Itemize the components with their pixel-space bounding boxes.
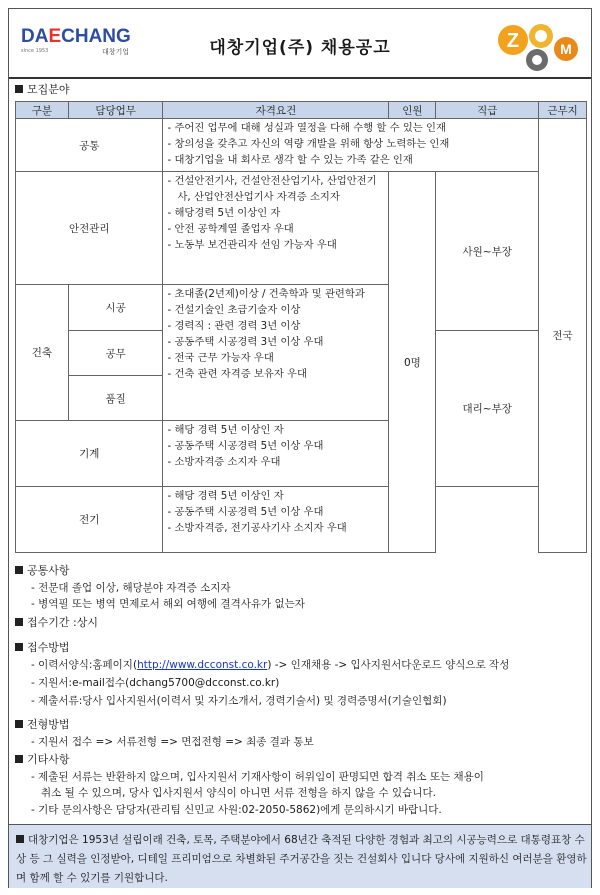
bullet-square-icon bbox=[15, 720, 23, 728]
rank-cell-2: 대리~부장 bbox=[436, 331, 539, 487]
duty-admin: 공무 bbox=[68, 331, 163, 376]
row-label-safety: 안전관리 bbox=[16, 172, 163, 285]
duty-quality: 품질 bbox=[68, 376, 163, 421]
electrical-requirements: - 해당 경력 5년 이상인 자 - 공동주택 시공경력 5년 이상 우대 - 소방자격증, 전기공사기사 소지자 우대 bbox=[163, 487, 389, 553]
col-requirements: 자격요건 bbox=[163, 102, 389, 119]
section-etc: 기타사항 bbox=[15, 753, 70, 767]
duty-construction: 시공 bbox=[68, 285, 163, 331]
rank-cell-1: 사원~부장 bbox=[436, 172, 539, 331]
job-posting-page bbox=[8, 8, 592, 888]
common-requirements: - 주어진 업무에 대해 성실과 열정을 다해 수행 할 수 있는 인재 - 창의성을 갖추고 자신의 역량 개발을 위해 항상 노력하는 인재 - 대창기업을 내 회사로 생각 할 수 있는 가족 같은 인재 bbox=[163, 119, 539, 172]
etc-line-2: 취소 될 수 있으며, 당사 입사지원서 양식이 아니면 서류 전형을 하지 않을 수 있습니다. bbox=[41, 787, 436, 799]
table-header-row bbox=[16, 102, 587, 119]
zoom-logo-icon bbox=[495, 17, 587, 75]
common-item-2: - 병역필 또는 병역 면제로서 해외 여행에 결격사유가 없는자 bbox=[31, 598, 305, 610]
posting-header bbox=[9, 9, 591, 79]
bullet-square-icon bbox=[15, 643, 23, 651]
page-title: 대창기업(주) 채용공고 bbox=[209, 38, 391, 58]
etc-line-3: - 기타 문의사항은 담당자(관리팀 신민교 사원:02-2050-5862)에게 문의하시기 바랍니다. bbox=[31, 804, 442, 816]
building-requirements: - 초대졸(2년제)이상 / 건축학과 및 관련학과 - 건설기술인 초급기술자 이상 - 경력직 : 관련 경력 3년 이상 - 공동주택 시공경력 3년 이상 우대 - 전국 근무 가능자 우대 - 건축 관련 자격증 보유자 우대 bbox=[163, 285, 389, 421]
recruit-table bbox=[15, 101, 587, 553]
footer-text: 대창기업은 1953년 설립이래 건축, 토목, 주택분야에서 68년간 축적된 다양한 경험과 최고의 시공능력으로 대통령표창 수상 등 그 실력을 인정받아, 디테일 프리미엄으로 차별화된 주거공간을 짓는 건설회사 입니다 당사에 지원하신 여러분을 환영하며 함께 할 수 있기를 기원합니다. bbox=[16, 834, 587, 884]
homepage-link[interactable]: http://www.dcconst.co.kr bbox=[137, 659, 268, 671]
row-label-common: 공통 bbox=[16, 119, 163, 172]
bullet-square-icon bbox=[15, 618, 23, 626]
row-label-mechanical: 기계 bbox=[16, 421, 163, 487]
section-method: 접수방법 bbox=[15, 641, 70, 655]
process-line: - 지원서 접수 => 서류전형 => 면접전형 => 최종 결과 통보 bbox=[31, 736, 314, 748]
bullet-square-icon bbox=[15, 85, 23, 93]
headcount-cell: 0명 bbox=[389, 172, 436, 553]
method-email-line: - 지원서:e-mail접수(dchang5700@dcconst.co.kr) bbox=[31, 677, 280, 689]
logo-korean-name: 대창기업 bbox=[101, 48, 129, 56]
company-intro-footer bbox=[9, 824, 591, 888]
table-row-common bbox=[16, 119, 587, 172]
common-item-1: - 전문대 졸업 이상, 해당분야 자격증 소지자 bbox=[31, 582, 231, 594]
table-row-electrical bbox=[16, 487, 587, 553]
col-location: 근무지 bbox=[539, 102, 587, 119]
col-duty: 담당업무 bbox=[68, 102, 163, 119]
etc-line-1: - 제출된 서류는 반환하지 않으며, 입사지원서 기재사항이 허위임이 판명되면 합격 취소 또는 채용이 bbox=[31, 771, 484, 783]
location-cell: 전국 bbox=[539, 119, 587, 553]
col-rank: 직급 bbox=[436, 102, 539, 119]
mechanical-requirements: - 해당 경력 5년 이상인 자 - 공동주택 시공경력 5년 이상 우대 - 소방자격증 소지자 우대 bbox=[163, 421, 389, 487]
section-process: 전형방법 bbox=[15, 718, 70, 732]
row-label-electrical: 전기 bbox=[16, 487, 163, 553]
col-category: 구분 bbox=[16, 102, 69, 119]
section-common: 공통사항 bbox=[15, 564, 70, 578]
table-row-safety bbox=[16, 172, 587, 285]
bullet-square-icon bbox=[16, 835, 24, 843]
logo-wordmark: DAECHANG bbox=[21, 26, 131, 47]
safety-requirements: - 건설안전기사, 건설안전산업기사, 산업안전기사, 산업안전산업기사 자격증 소지자 - 해당경력 5년 이상인 자 - 안전 공학계열 졸업자 우대 - 노동부 보건관리자 선임 가능자 우대 bbox=[163, 172, 389, 285]
method-docs-line: - 제출서류:당사 입사지원서(이력서 및 자기소개서, 경력기술서) 및 경력증명서(기술인협회) bbox=[31, 695, 447, 707]
zoom-letter-m: M bbox=[560, 41, 572, 57]
zoom-letter-z: Z bbox=[506, 30, 520, 52]
section-period: 접수기간 :상시 bbox=[15, 616, 98, 630]
bullet-square-icon bbox=[15, 566, 23, 574]
bullet-square-icon bbox=[15, 755, 23, 763]
col-headcount: 인원 bbox=[389, 102, 436, 119]
method-form-line: - 이력서양식:홈페이지(http://www.dcconst.co.kr) -> 인재채용 -> 입사지원서다운로드 양식으로 작성 bbox=[31, 659, 510, 671]
section-recruit: 모집분야 bbox=[15, 83, 70, 97]
logo-since: since 1953 bbox=[21, 48, 49, 54]
row-label-building: 건축 bbox=[16, 285, 69, 421]
